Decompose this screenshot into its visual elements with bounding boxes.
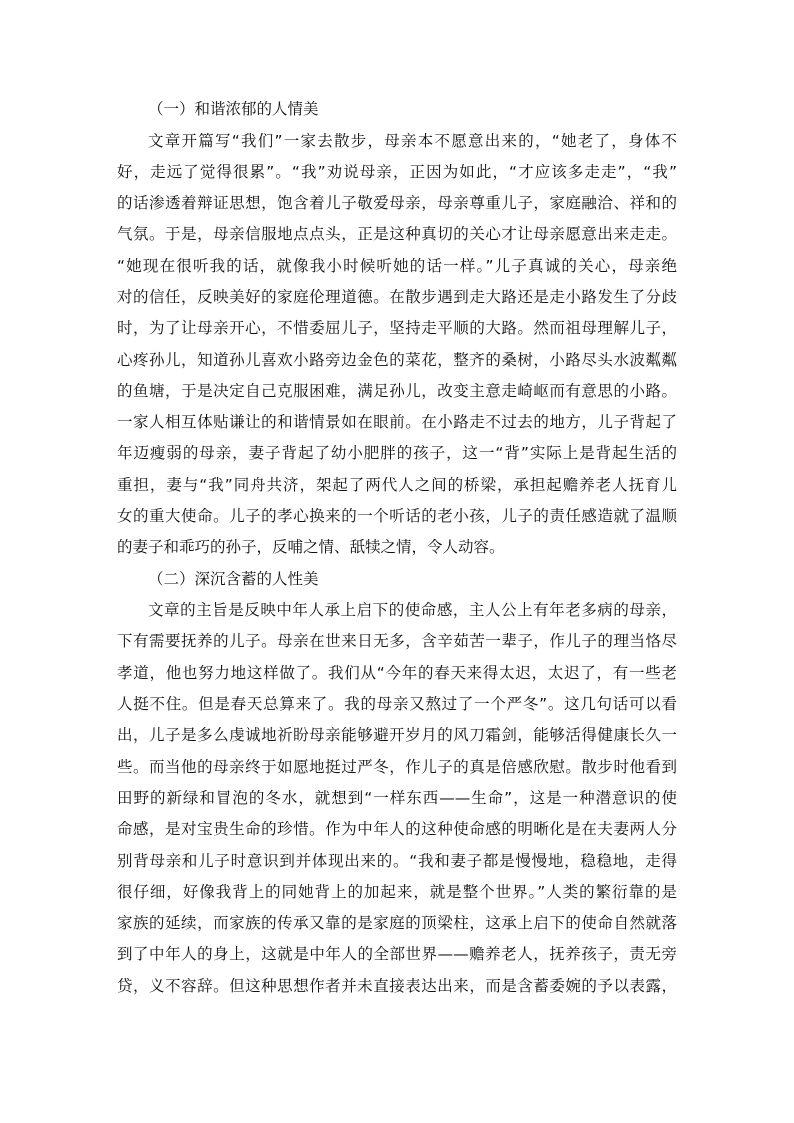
paragraph-line: 的话渗透着辩证思想，饱含着儿子敬爱母亲，母亲尊重儿子，家庭融洽、祥和的 (117, 194, 677, 213)
paragraph-line: 人挺不住。但是春天总算来了。我的母亲又熬过了一个严冬”。这几句话可以看 (117, 695, 677, 714)
paragraph-line: 时，为了让母亲开心，不惜委屈儿子，坚持走平顺的大路。然而祖母理解儿子， (117, 319, 677, 338)
paragraph-line: 别背母亲和儿子时意识到并体现出来的。“我和妻子都是慢慢地，稳稳地，走得 (117, 851, 677, 870)
paragraph-line: 家族的延续，而家族的传承又靠的是家庭的顶梁柱，这承上启下的使命自然就落 (117, 914, 677, 933)
paragraph-line: 重担，妻与“我”同舟共济，架起了两代人之间的桥梁，承担起赡养老人抚育儿 (117, 475, 677, 494)
paragraph-line: 的妻子和乖巧的孙子，反哺之情、舐犊之情，令人动容。 (117, 538, 505, 557)
section-1-paragraph (117, 126, 677, 564)
paragraph-line: 文章的主旨是反映中年人承上启下的使命感，主人公上有年老多病的母亲， (148, 601, 677, 620)
paragraph-line: 到了中年人的身上，这就是中年人的全部世界——赡养老人，抚养孩子，责无旁 (117, 945, 677, 964)
paragraph-line: 下有需要抚养的儿子。母亲在世来日无多，含辛茹苦一辈子，作儿子的理当恪尽 (117, 632, 677, 651)
paragraph-line: 孝道，他也努力地这样做了。我们从“今年的春天来得太迟，太迟了，有一些老 (117, 663, 677, 682)
paragraph-line: 文章开篇写“我们”一家去散步，母亲本不愿意出来的，“她老了，身体不 (148, 131, 677, 150)
paragraph-line: 些。而当他的母亲终于如愿地挺过严冬，作儿子的真是倍感欣慰。散步时他看到 (117, 757, 677, 776)
paragraph-line: 很仔细，好像我背上的同她背上的加起来，就是整个世界。”人类的繁衍靠的是 (117, 882, 677, 901)
paragraph-line: 心疼孙儿，知道孙儿喜欢小路旁边金色的菜花，整齐的桑树，小路尽头水波粼粼 (117, 350, 677, 369)
paragraph-line: 命感，是对宝贵生命的珍惜。作为中年人的这种使命感的明晰化是在夫妻两人分 (117, 820, 677, 839)
paragraph-line: 年迈瘦弱的母亲，妻子背起了幼小肥胖的孩子，这一“背”实际上是背起生活的 (117, 444, 677, 463)
paragraph-line: 出，儿子是多么虔诚地祈盼母亲能够避开岁月的风刀霜剑，能够活得健康长久一 (117, 726, 677, 745)
section-2-paragraph (117, 595, 677, 1002)
paragraph-line: 女的重大使命。儿子的孝心换来的一个听话的老小孩，儿子的责任感造就了温顺 (117, 507, 677, 526)
section-1-heading: （一）和谐浓郁的人情美 (148, 100, 319, 118)
paragraph-line: 田野的新绿和冒泡的冬水，就想到“一样东西——生命”，这是一种潜意识的使 (117, 788, 677, 807)
document-page (117, 94, 677, 1002)
paragraph-line: 一家人相互体贴谦让的和谐情景如在眼前。在小路走不过去的地方，儿子背起了 (117, 413, 677, 432)
paragraph-line: 贷，义不容辞。但这种思想作者并未直接表达出来，而是含蓄委婉的予以表露， (117, 976, 677, 995)
section-2-heading: （二）深沉含蓄的人性美 (148, 569, 319, 588)
paragraph-line: 好，走远了觉得很累”。“我”劝说母亲，正因为如此，“才应该多走走”，“我” (117, 162, 677, 181)
paragraph-line: 对的信任，反映美好的家庭伦理道德。在散步遇到走大路还是走小路发生了分歧 (117, 287, 677, 306)
paragraph-line: 的鱼塘，于是决定自己克服困难，满足孙儿，改变主意走崎岖而有意思的小路。 (117, 381, 677, 400)
paragraph-line: “她现在很听我的话，就像我小时候听她的话一样。”儿子真诚的关心，母亲绝 (117, 256, 677, 275)
paragraph-line: 气氛。于是，母亲信服地点点头，正是这种真切的关心才让母亲愿意出来走走。 (117, 225, 677, 244)
